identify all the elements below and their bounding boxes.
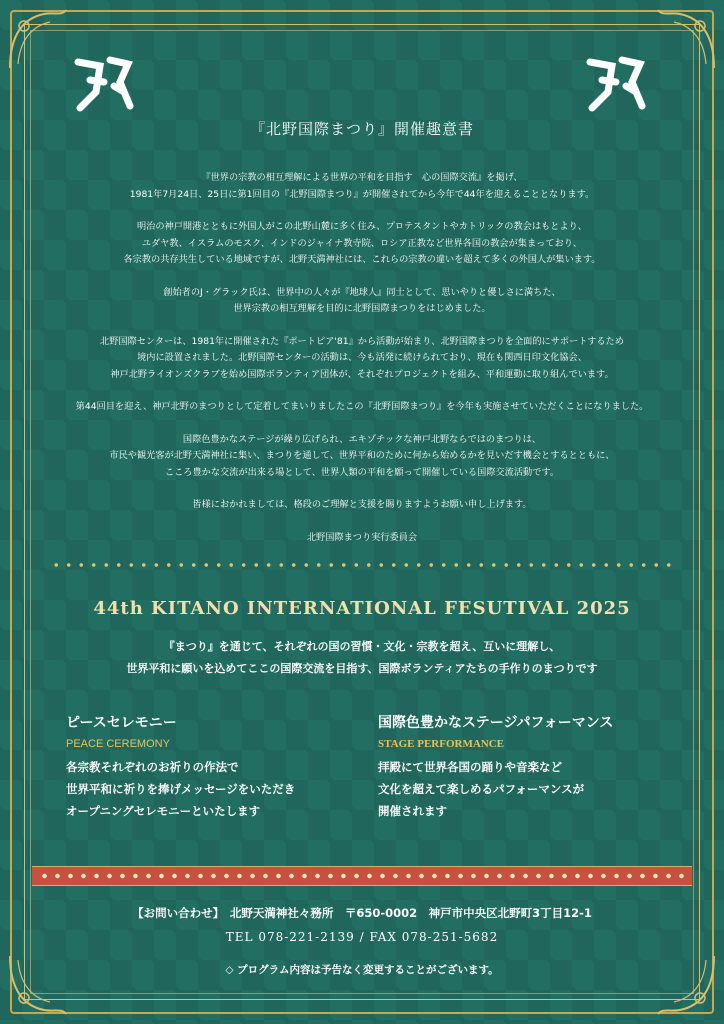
festival-slogan: 『まつり』を通じて、それぞれの国の習慣・文化・宗教を超え、互いに理解し、 世界平和に願いを込めてここの国際交流を目指す、国際ボランティアたちの手作りのまつりです xyxy=(126,640,598,675)
intro-paragraph: 『世界の宗教の相互理解による世界の平和を目指す 心の国際交流』を掲げ、 1981年7月24日、25日に第1回目の『北野国際まつり』が開催されてから今年で44年を迎えることとなります。 xyxy=(129,172,595,200)
decorative-band xyxy=(32,866,692,886)
section-subheading: PEACE CEREMONY xyxy=(66,738,170,750)
corner-ornament-icon xyxy=(650,950,720,1020)
stage-performance-section xyxy=(378,712,668,822)
festival-logo-icon xyxy=(70,52,136,118)
corner-ornament-icon xyxy=(4,950,74,1020)
committee-signature: 北野国際まつり実行委員会 xyxy=(306,531,418,543)
page-title: 『北野国際まつり』開催趣意書 xyxy=(249,120,474,138)
intro-paragraph: 北野国際センターは、1981年に開催された『ポートピア'81』から活動が始まり、北野国際まつりを全面的にサポートするため 境内に設置されました。北野国際センターの活動は、今も活発に続けられており、現在も関西日印文化協会、 神戸北野ライオンズクラブを始め国際ボランティア団体が、それぞれプロジェクトを組み、平和運動に取り組んでいます。 xyxy=(100,335,624,380)
corner-ornament-icon xyxy=(4,4,74,74)
phone-fax: TEL 078-221-2139 / FAX 078-251-5682 xyxy=(225,930,499,944)
section-subheading: STAGE PERFORMANCE xyxy=(378,738,504,750)
festival-logo-icon xyxy=(582,52,648,118)
section-body: 拝殿にて世界各国の踊りや音楽など 文化を超えて楽しめるパフォーマンスが 開催されます xyxy=(378,760,585,818)
corner-ornament-icon xyxy=(650,4,720,74)
festival-english-title: 44th KITANO INTERNATIONAL FESUTIVAL 2025 xyxy=(93,598,631,619)
dotted-divider xyxy=(50,562,674,568)
band-dots xyxy=(38,873,686,879)
intro-paragraph: 明治の神戸開港とともに外国人がこの北野山麓に多く住み、プロテスタントやカトリックの教会はもとより、 ユダヤ教、イスラムのモスク、インドのジャイナ教寺院、ロシア正教など世界各国の教会が集まっており、 各宗教の共存共生している地域ですが、北野天満神社には、これらの宗教の違いを超えて多くの外国人が集います。 xyxy=(123,221,601,265)
intro-text xyxy=(50,170,674,562)
change-notice: ◇ プログラム内容は予告なく変更することがございます。 xyxy=(225,964,499,976)
contact-info: 【お問い合わせ】 北野天満神社々務所 〒650-0002 神戸市中央区北野町3丁目12-1 xyxy=(132,906,592,920)
intro-paragraph: 国際色豊かなステージが繰り広げられ、エキゾチックな神戸北野ならではのまつりは、 市民や観光客が北野天満神社に集い、まつりを通して、世界平和のために何から始めるかを見いだす機会とするとともに、 こころ豊かな交流が出来る場として、世界人類の平和を願って開催している国際交流活動です。 xyxy=(109,433,615,478)
peace-ceremony-section xyxy=(66,712,356,822)
section-heading: 国際色豊かなステージパフォーマンス xyxy=(378,715,614,731)
intro-paragraph: 皆様におかれましては、格段のご理解と支援を賜りますようお願い申し上げます。 xyxy=(192,499,532,510)
section-heading: ピースセレモニー xyxy=(66,715,177,731)
section-body: 各宗教それぞれのお祈りの作法で 世界平和に祈りを捧げメッセージをいただき オープニングセレモニーといたします xyxy=(66,760,296,818)
intro-paragraph: 第44回目を迎え、神戸北野のまつりとして定着してまいりましたこの『北野国際まつり』を今年も実施させていただくことになりました。 xyxy=(75,401,649,412)
intro-paragraph: 創始者のJ・グラック氏は、世界中の人々が『地球人』同士として、思いやりと優しさに満ちた、 世界宗教の相互理解を目的に北野国際まつりをはじめました。 xyxy=(163,286,561,314)
